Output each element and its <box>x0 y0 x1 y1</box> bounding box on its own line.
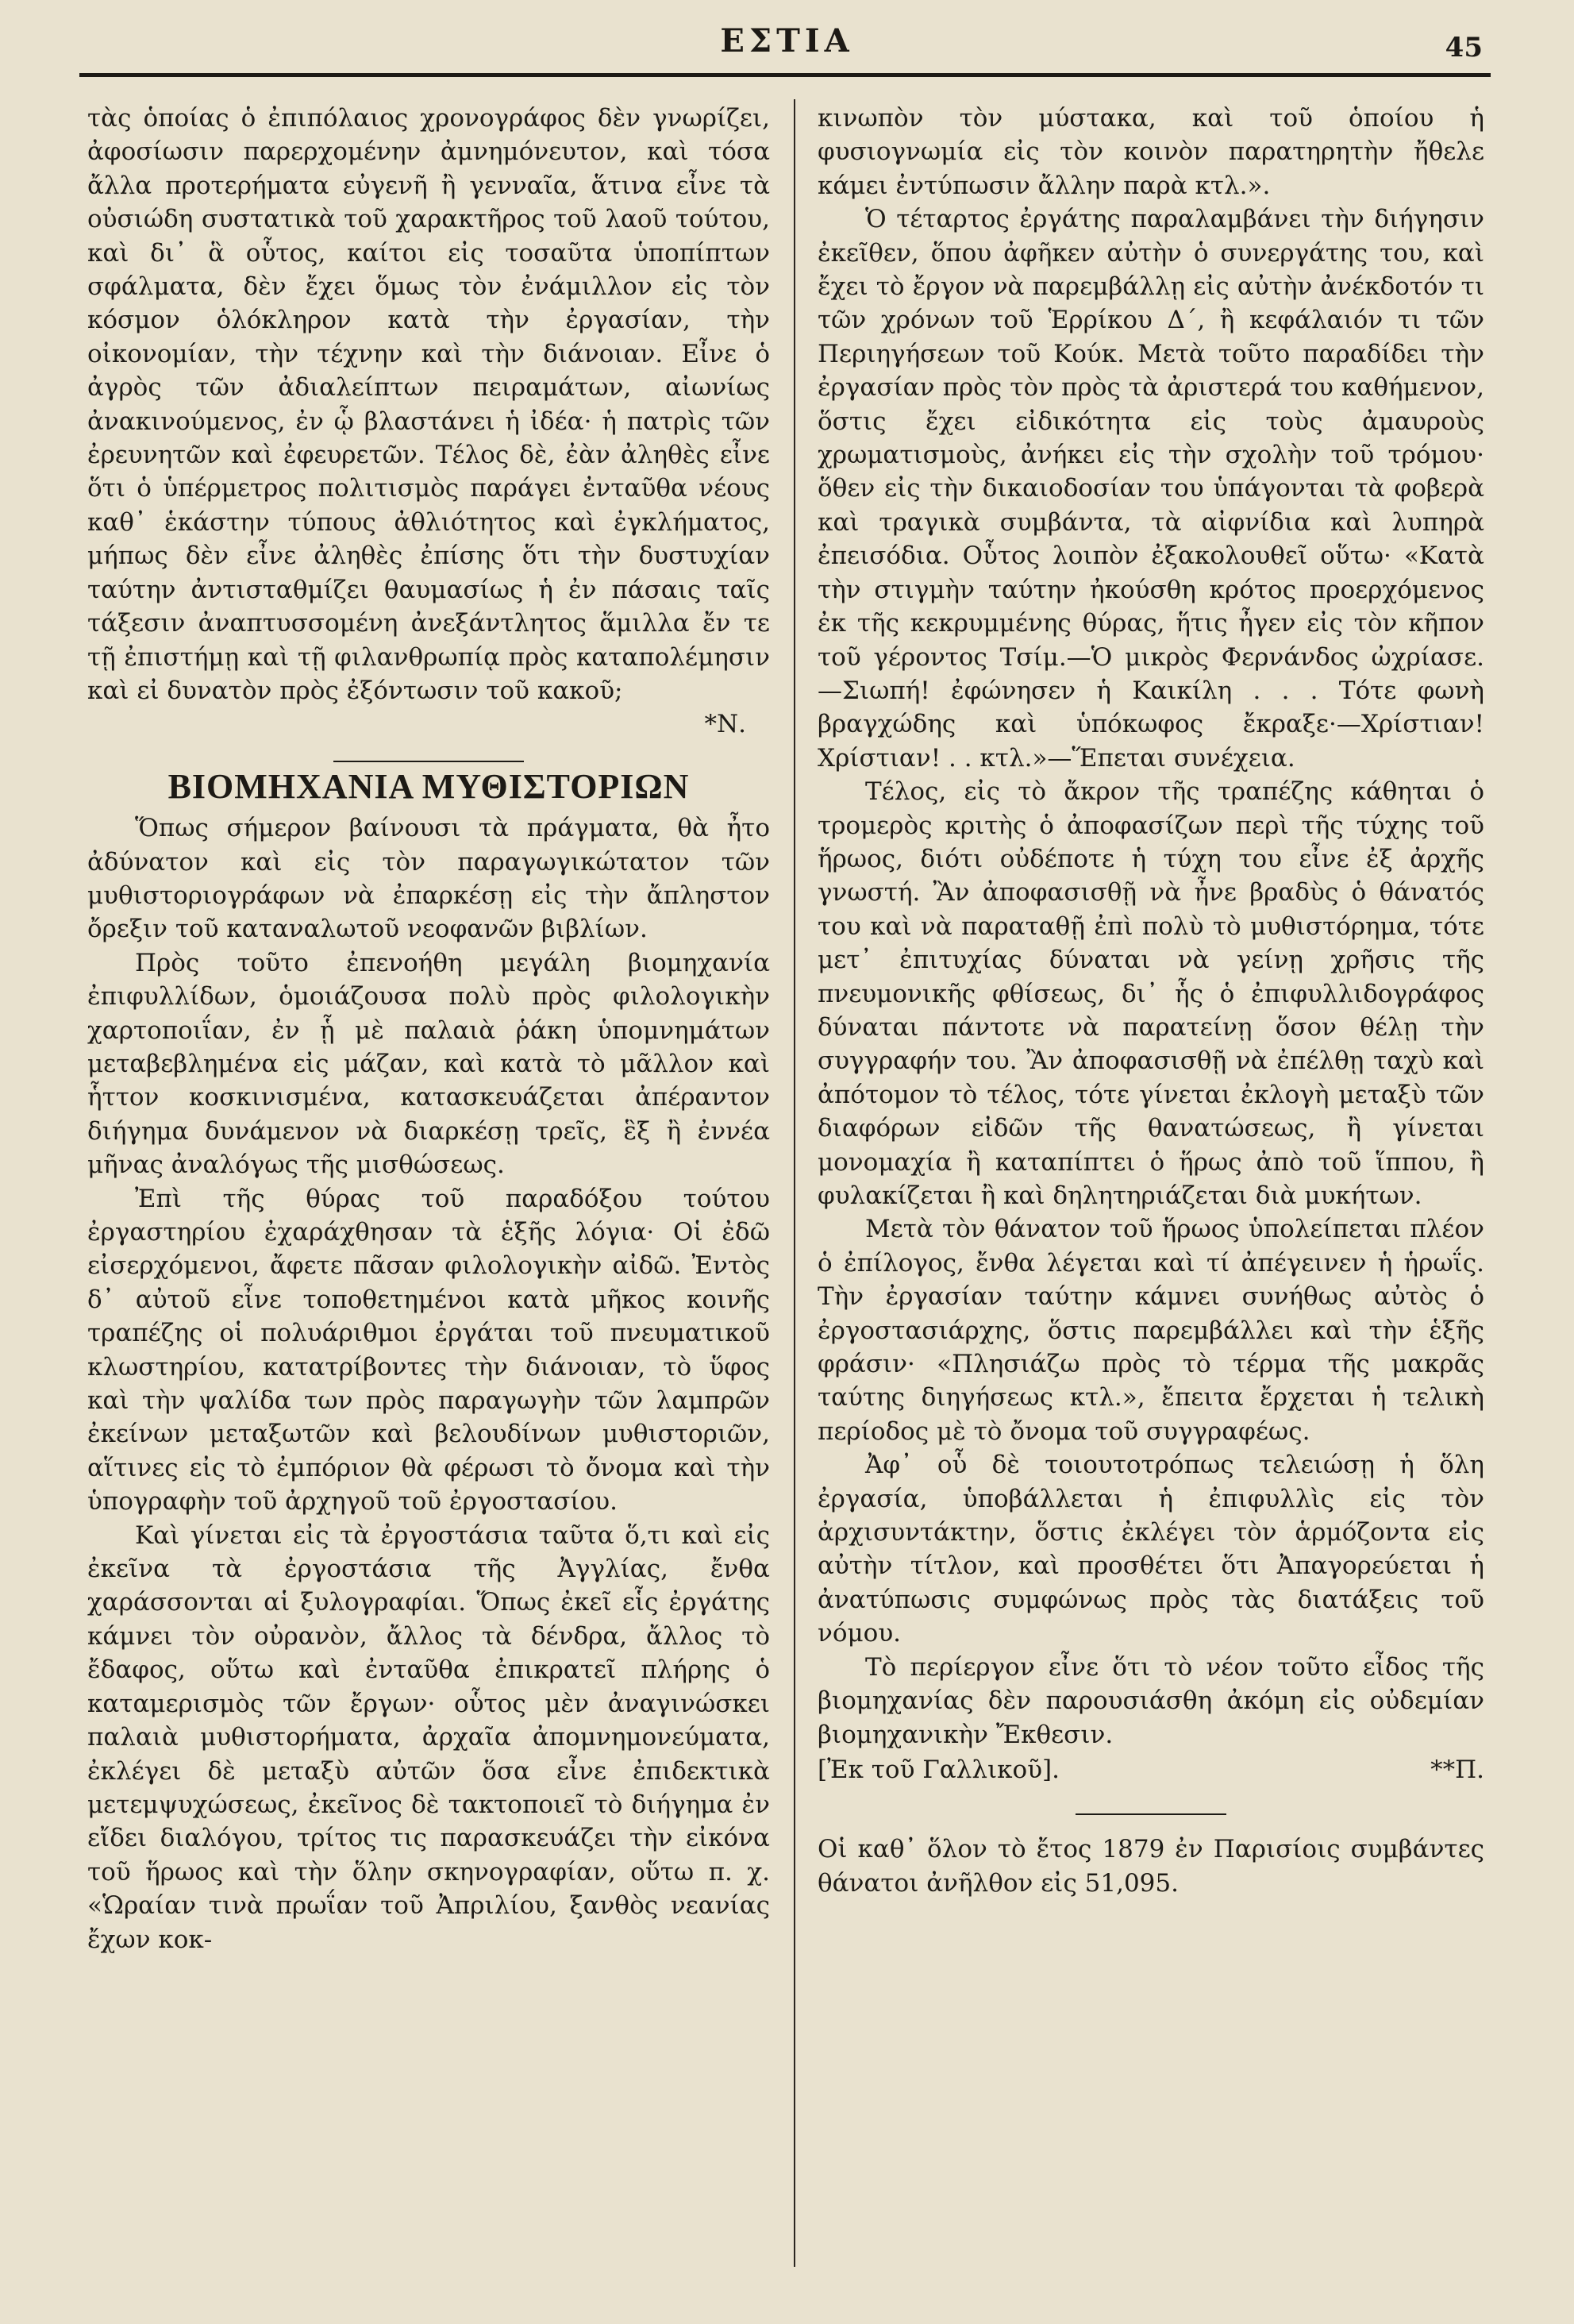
paragraph: Καὶ γίνεται εἰς τὰ ἐργοστάσια ταῦτα ὅ,τι καὶ εἰς ἐκεῖνα τὰ ἐργοστάσια τῆς Ἀγγλίας, ἔνθα χαράσσονται αἱ ξυλογραφίαι. Ὅπως ἐκεῖ εἷς ἐργάτης κάμνει τὸν οὐρανὸν, ἄλλος τὰ δένδρα, ἄλλος τὸ ἔδαφος, οὕτω καὶ ἐνταῦθα ἐπικρατεῖ πλήρης ὁ καταμερισμὸς τῶν ἔργων· οὗτος μὲν ἀναγινώσκει παλαιὰ μυθιστορήματα, ἀρχαῖα ἀπομνημονεύματα, ἐκλέγει δὲ μεταξὺ αὐτῶν ὅσα εἶνε ἐπιδεκτικὰ μετεμψυχώσεως, ἐκεῖνος δὲ τακτοποιεῖ τὸ διήγημα ἐν εἴδει διαλόγου, τρίτος τις παρασκευάζει τὴν εἰκόνα τοῦ ἥρωος καὶ τὴν ὅλην σκηνογραφίαν, οὕτω π. χ. «Ὡραίαν τινὰ πρωΐαν τοῦ Ἀπριλίου, ξανθὸς νεανίας ἔχων κοκ- <box>87 1520 770 1954</box>
note-separator <box>1076 1813 1226 1815</box>
article-signature: *Ν. <box>704 710 746 739</box>
paragraph: κινωπὸν τὸν μύστακα, καὶ τοῦ ὁποίου ἡ φυσιογνωμία εἰς τὸν κοινὸν παρατηρητὴν ἤθελε κάμει ἐντύπωσιν ἄλλην παρὰ κτλ.». <box>818 104 1484 200</box>
section-heading: ΒΙΟΜΗΧΑΝΙΑ ΜΥΘΙΣΤΟΡΙΩΝ <box>167 766 690 806</box>
paragraph: Ὅπως σήμερον βαίνουσι τὰ πράγματα, θὰ ἦτο ἀδύνατον καὶ εἰς τὸν παραγωγικώτατον τῶν μυθιστοριογράφων νὰ ἐπαρκέσῃ εἰς τὴν ἄπληστον ὄρεξιν τοῦ καταναλωτοῦ νεοφανῶν βιβλίων. <box>87 814 770 944</box>
paragraph: Μετὰ τὸν θάνατον τοῦ ἥρωος ὑπολείπεται πλέον ὁ ἐπίλογος, ἔνθα λέγεται καὶ τί ἀπέγεινεν ἡ ἡρωΐς. Τὴν ἐργασίαν ταύτην κάμνει συνήθως αὐτὸς ὁ ἐργοστασιάρχης, ὅστις παρεμβάλλει καὶ τὴν ἑξῆς φράσιν· «Πλησιάζω πρὸς τὸ τέρμα τῆς μακρᾶς ταύτης διηγήσεως κτλ.», ἔπειτα ἔρχεται ἡ τελικὴ περίοδος μὲ τὸ ὄνομα τοῦ συγγραφέως. <box>818 1215 1484 1446</box>
paragraph: Ὁ τέταρτος ἐργάτης παραλαμβάνει τὴν διήγησιν ἐκεῖθεν, ὅπου ἀφῆκεν αὐτὴν ὁ συνεργάτης του, καὶ ἔχει τὸ ἔργον νὰ παρεμβάλλῃ εἰς αὐτὴν ἀνέκδοτόν τι τῶν χρόνων τοῦ Ἑρρίκου Δ΄, ἢ κεφάλαιόν τι τῶν Περιηγήσεων τοῦ Κούκ. Μετὰ τοῦτο παραδίδει τὴν ἐργασίαν πρὸς τὸν πρὸς τὰ ἀριστερά του καθήμενον, ὅστις ἔχει εἰδικότητα εἰς τοὺς ἀμαυροὺς χρωματισμοὺς, ἀνήκει εἰς τὴν σχολὴν τοῦ τρόμου· ὅθεν εἰς τὴν δικαιοδοσίαν του ὑπάγονται τὰ φοβερὰ καὶ τραγικὰ συμβάντα, τὰ αἰφνίδια καὶ λυπηρὰ ἐπεισόδια. Οὗτος λοιπὸν ἐξακολουθεῖ οὕτω· «Κατὰ τὴν στιγμὴν ταύτην ἠκούσθη κρότος προερχόμενος ἐκ τῆς κεκρυμμένης θύρας, ἥτις ἦγεν εἰς τὸν κῆπον τοῦ γέροντος Τσίμ.—Ὁ μικρὸς Φερνάνδος ὠχρίασε.—Σιωπή! ἐφώνησεν ἡ Καικίλη . . . Τότε φωνὴ βραγχώδης καὶ ὑπόκωφος ἔκραξε·—Χρίστιαν! Χρίστιαν! . . κτλ.»—Ἕπεται συνέχεια. <box>818 205 1484 773</box>
article-signature: **Π. <box>1430 1755 1484 1784</box>
paragraph: Πρὸς τοῦτο ἐπενοήθη μεγάλη βιομηχανία ἐπιφυλλίδων, ὁμοιάζουσα πολὺ πρὸς φιλολογικὴν χαρτοποιΐαν, ἐν ᾗ μὲ παλαιὰ ῥάκη ὑπομνημάτων μεταβεβλημένα εἰς μάζαν, καὶ κατὰ τὸ μᾶλλον καὶ ἧττον κοσκινισμένα, κατασκευάζεται ἀπέραντον διήγημα δυνάμενον νὰ διαρκέσῃ τρεῖς, ἓξ ἢ ἐννέα μῆνας ἀναλόγως τῆς μισθώσεως. <box>87 948 770 1180</box>
statistics-note: Οἱ καθ᾽ ὅλον τὸ ἔτος 1879 ἐν Παρισίοις συμβάντες θάνατοι ἀνῆλθον εἰς 51,095. <box>818 1835 1484 1898</box>
source-attribution: [Ἐκ τοῦ Γαλλικοῦ]. <box>818 1755 1060 1784</box>
paragraph: Ἀφ᾽ οὗ δὲ τοιουτοτρόπως τελειώσῃ ἡ ὅλη ἐργασία, ὑποβάλλεται ἡ ἐπιφυλλὶς εἰς τὸν ἀρχισυντάκτην, ὅστις ἐκλέγει τὸν ἁρμόζοντα εἰς αὐτὴν τίτλον, καὶ προσθέτει ὅτι Ἀπαγορεύεται ἡ ἀνατύπωσις συμφώνως πρὸς τὰς διατάξεις τοῦ νόμου. <box>818 1451 1484 1648</box>
source-attribution-line <box>818 1753 1484 1786</box>
paragraph: Ἐπὶ τῆς θύρας τοῦ παραδόξου τούτου ἐργαστηρίου ἐχαράχθησαν τὰ ἑξῆς λόγια· Οἱ ἐδῶ εἰσερχόμενοι, ἄφετε πᾶσαν φιλολογικὴν αἰδῶ. Ἐντὸς δ᾽ αὐτοῦ εἶνε τοποθετημένοι κατὰ μῆκος κοινῆς τραπέζης οἱ πολυάριθμοι ἐργάται τοῦ πνευματικοῦ κλωστηρίου, κατατρίβοντες τὴν διάνοιαν, τὸ ὕφος καὶ τὴν ψαλίδα των πρὸς παραγωγὴν τῶν λαμπρῶν ἐκείνων μεταξωτῶν καὶ βελουδίνων μυθιστοριῶν, αἵτινες εἰς τὸ ἐμπόριον θὰ φέρωσι τὸ ὄνομα καὶ τὴν ὑπογραφὴν τοῦ ἀρχηγοῦ τοῦ ἐργοστασίου. <box>87 1184 770 1517</box>
paragraph: Τὸ περίεργον εἶνε ὅτι τὸ νέον τοῦτο εἶδος τῆς βιομηχανίας δὲν παρουσιάσθη ἀκόμη εἰς οὐδεμίαν βιομηχανικὴν Ἔκθεσιν. <box>818 1652 1484 1749</box>
column-divider <box>794 99 795 2267</box>
page-number: 45 <box>1445 32 1483 64</box>
paragraph: Τέλος, εἰς τὸ ἄκρον τῆς τραπέζης κάθηται ὁ τρομερὸς κριτὴς ὁ ἀποφασίζων περὶ τῆς τύχης τοῦ ἥρωος, διότι οὐδέποτε ἡ τύχη του εἶνε ἐξ ἀρχῆς γνωστή. Ἂν ἀποφασισθῇ νὰ ἦνε βραδὺς ὁ θάνατός του καὶ νὰ παραταθῇ ἐπὶ πολὺ τὸ μυθιστόρημα, τότε μετ᾽ ἐπιτυχίας δύναται νὰ γείνῃ χρῆσις τῆς πνευμονικῆς φθίσεως, δι᾽ ἧς ὁ ἐπιφυλλιδογράφος δύναται πάντοτε νὰ παρατείνῃ ὅσον θέλῃ τὴν συγγραφήν του. Ἂν ἀποφασισθῇ νὰ ἐπέλθῃ ταχὺ καὶ ἀπότομον τὸ τέλος, τότε γίνεται ἐκλογὴ μεταξὺ τῶν διαφόρων εἰδῶν τῆς θανατώσεως, ἢ γίνεται μονομαχία ἢ καταπίπτει ὁ ἥρως ἀπὸ τοῦ ἵππου, ἢ φυλακίζεται ἢ καὶ δηλητηριάζεται διὰ μυκήτων. <box>818 777 1484 1210</box>
continued-paragraph: τὰς ὁποίας ὁ ἐπιπόλαιος χρονογράφος δὲν γνωρίζει, ἀφοσίωσιν παρερχομένην ἀμνημόνευτον, καὶ τόσα ἄλλα προτερήματα εὐγενῆ ἢ γενναῖα, ἅτινα εἶνε τὰ οὐσιώδη συστατικὰ τοῦ χαρακτῆρος τοῦ λαοῦ τούτου, καὶ δι᾽ ἃ οὗτος, καίτοι εἰς τοσαῦτα ὑποπίπτων σφάλματα, δὲν ἔχει ὅμως τὸν ἐνάμιλλον εἰς τὸν κόσμον ὁλόκληρον κατὰ τὴν ἐργασίαν, τὴν οἰκονομίαν, τὴν τέχνην καὶ τὴν διάνοιαν. Εἶνε ὁ ἀγρὸς τῶν ἀδιαλείπτων πειραμάτων, αἰωνίως ἀνακινούμενος, ἐν ᾧ βλαστάνει ἡ ἰδέα· ἡ πατρὶς τῶν ἐρευνητῶν καὶ ἐφευρετῶν. Τέλος δὲ, ἐὰν ἀληθὲς εἶνε ὅτι ὁ ὑπέρμετρος πολιτισμὸς παράγει ἐνταῦθα νέους καθ᾽ ἑκάστην τύπους ἀθλιότητος καὶ ἐγκλήματος, μήπως δὲν εἶνε ἀληθὲς ἐπίσης ὅτι τὴν δυστυχίαν ταύτην ἀντισταθμίζει θαυμασίως ἡ ἐν πάσαις ταῖς τάξεσιν ἀναπτυσσομένη ἀνεξάντλητος ἅμιλλα ἔν τε τῇ ἐπιστήμῃ καὶ τῇ φιλανθρωπίᾳ πρὸς καταπολέμησιν καὶ εἰ δυνατὸν πρὸς ἐξόντωσιν τοῦ κακοῦ; <box>87 104 770 705</box>
article-separator <box>333 761 524 762</box>
right-column <box>818 102 1484 1900</box>
header-rule <box>79 73 1491 77</box>
left-column <box>87 102 770 1956</box>
page-header-title: ΕΣΤΙΑ <box>720 22 854 60</box>
